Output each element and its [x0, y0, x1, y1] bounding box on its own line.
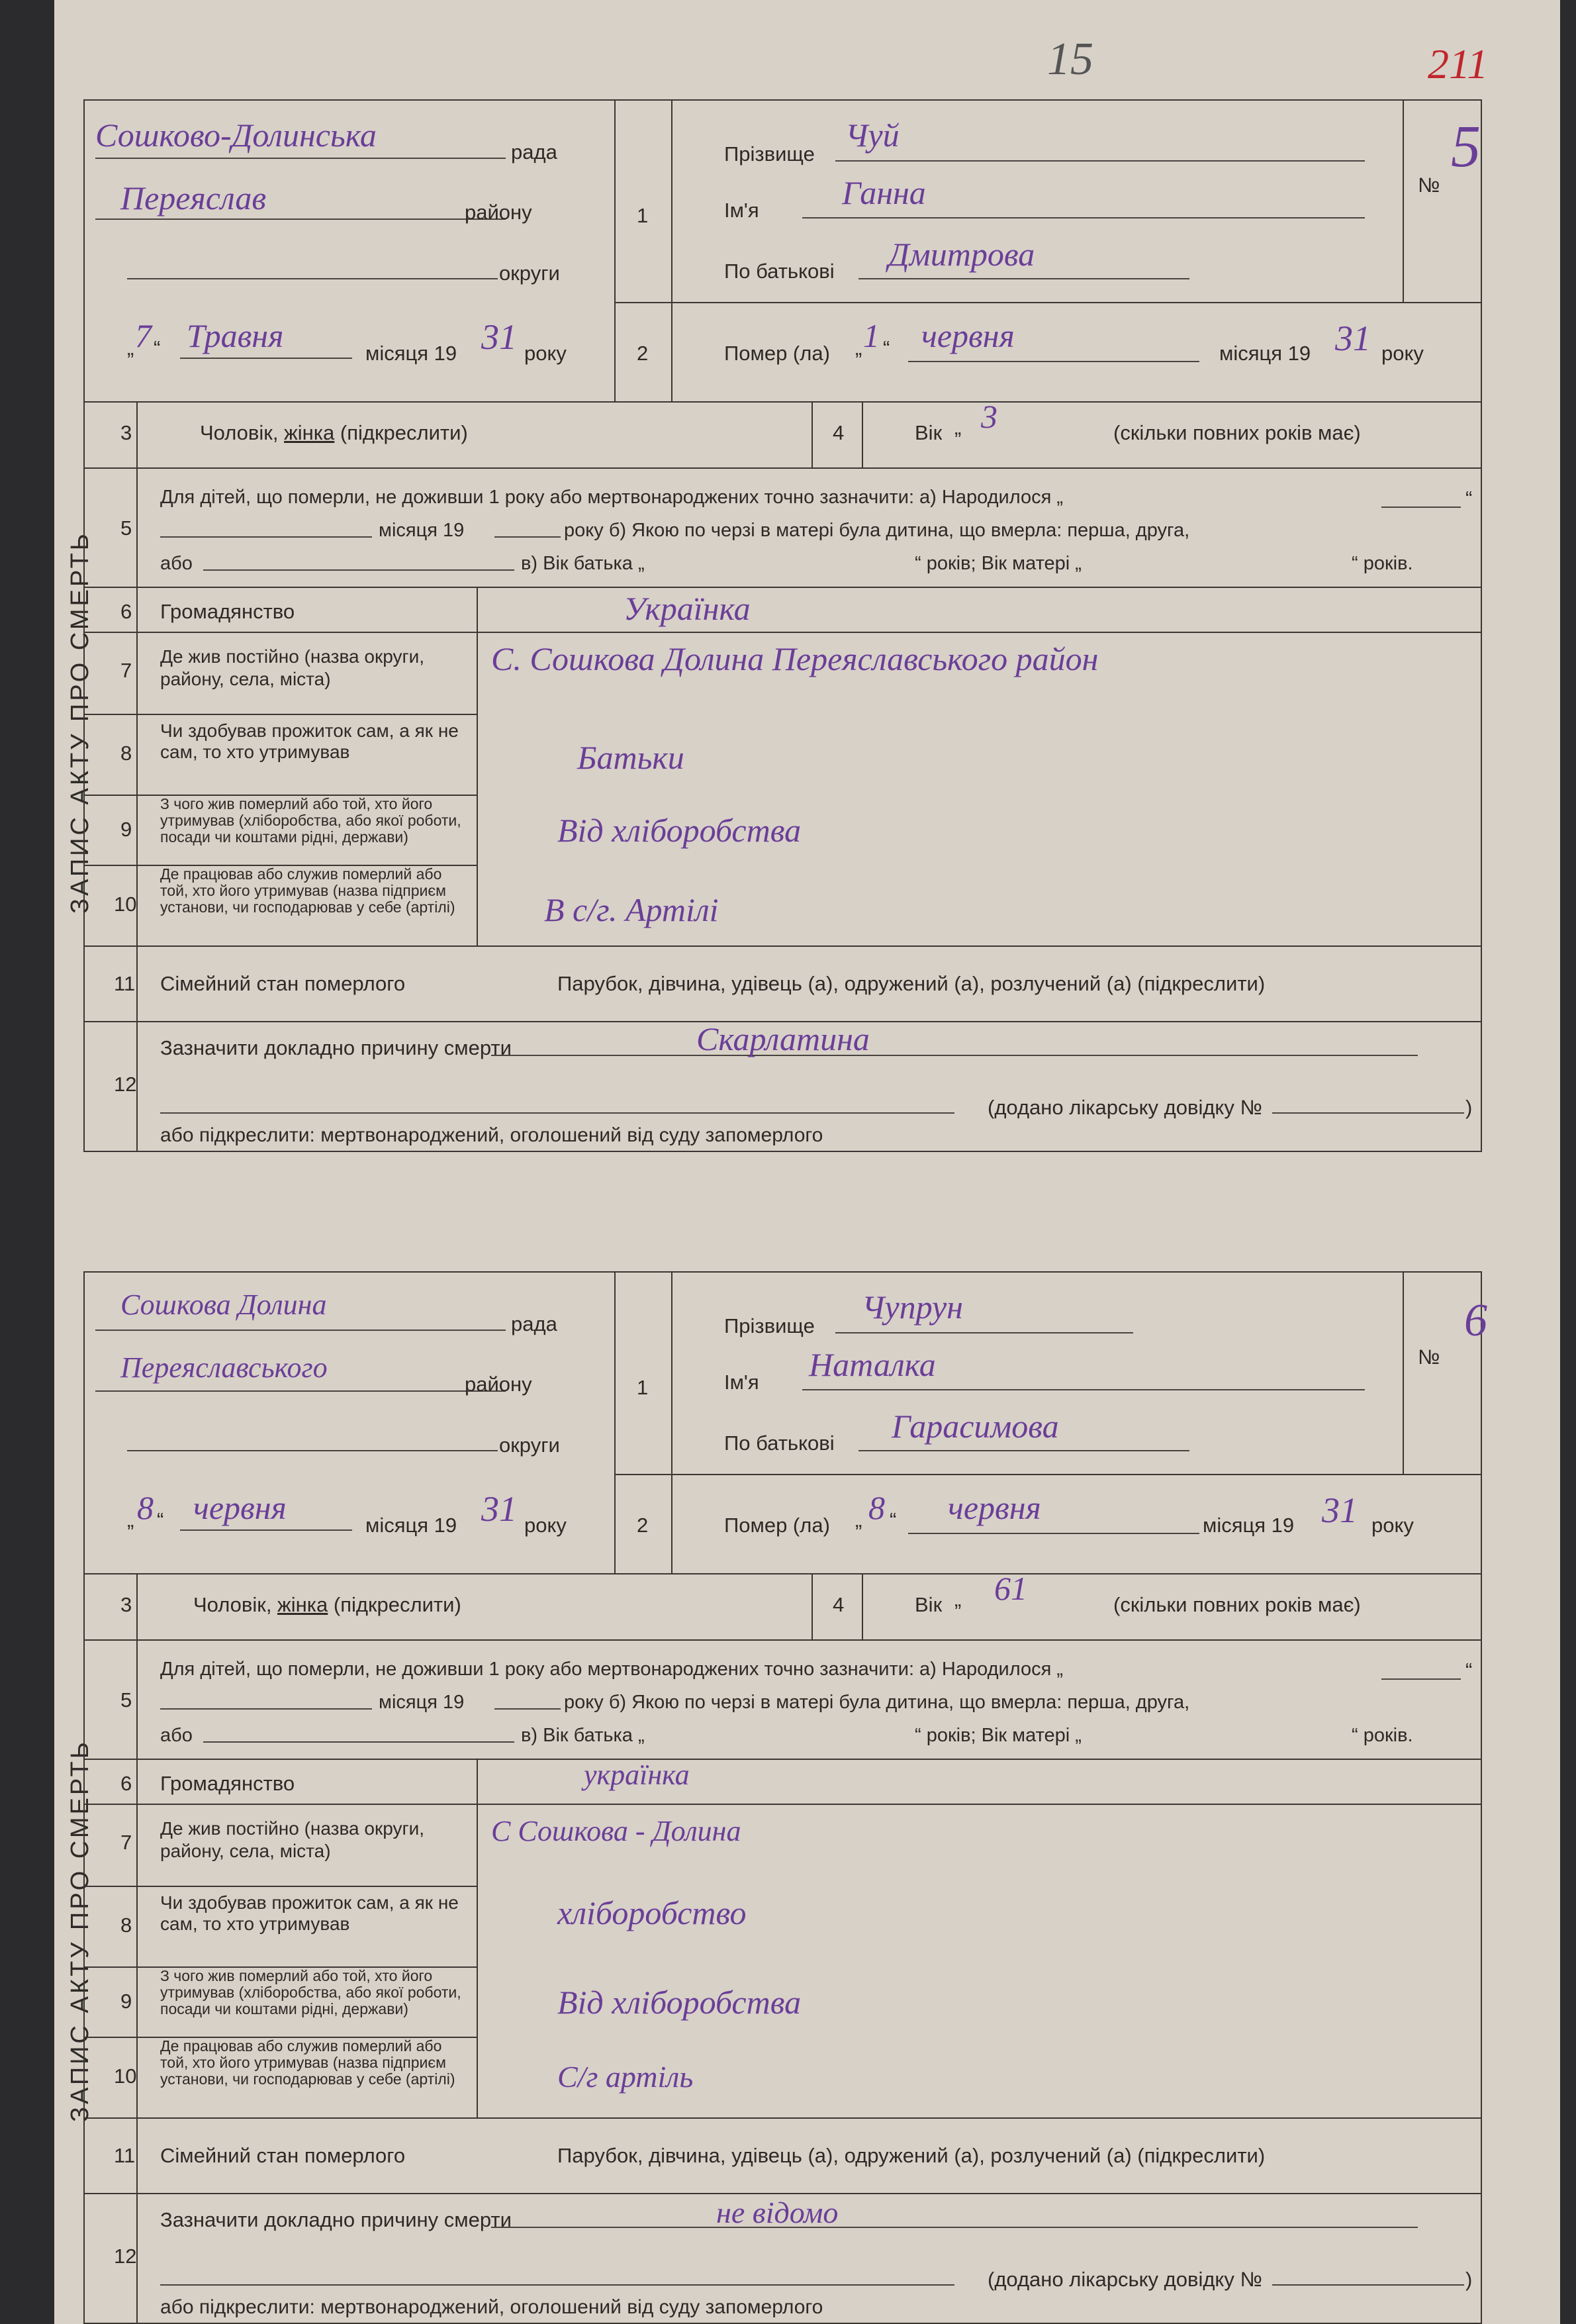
cause-value: не відомо: [716, 2196, 839, 2229]
date-day: 8: [137, 1489, 154, 1526]
date-month: червня: [193, 1489, 287, 1526]
livelihood-value: Від хліборобства: [557, 812, 802, 849]
number-label: №: [1418, 173, 1440, 197]
rada-label: рада: [511, 140, 557, 164]
vik-label: Вік: [915, 421, 943, 444]
surname-label: Прізвище: [724, 142, 815, 166]
citizenship-value: Українка: [624, 590, 751, 627]
surname-value: Чуй: [845, 117, 900, 154]
top-pencil-mark: 15: [1047, 34, 1093, 85]
age-value: 61: [994, 1570, 1027, 1607]
rayon-value: Переяславського: [120, 1351, 328, 1384]
document-page: 211 15 ЗАПИС АКТУ ПРО СМЕРТЬ ЗАПИС АКТУ ПРО СМЕРТЬ Сошково-Долинська рада Переяслав району округи „ 7 “ Травня місяця 19 31 року 1 2 Прізвище Чуй Ім'я Ганна По батькові Дмитрова № 5 Помер (ла) „ 1 “ червня місяця 19 31 року 3 Чоловік, жінка (підкреслити) 4 Вік „ 3 (скільки повних років має) 5 Для дітей, що померли, не доживши 1 року або мертвонароджених точно зазначити: а) Народилося „ “ місяця 19 року б) Якою по черзі в матері була дитина, що вмерла: перша, друга, або в) Вік батька „ “ років; Вік матері „ “ років. 6 Громадянство Українка 7 Де жив постійно (назва округи, району, села, міста) С. Сошкова Долина Переяславського район 8 Чи здобував прожиток сам, а як не сам, то хто утримував Батьки 9 З чого жив померлий або той, хто його утримував (хліборобства, або якої роботи, посади чи коштами рідні, держави) Від хліборобства 10 Де працював або служив померлий або той, хто його утримував (назва підприєм установи, чи господарював у себе (артілі) В с/г. Артілі 11 Сімейний стан померлого Парубок, дівчина, удівець (а), одружений (а), розлучений (а) (підкреслити) 12 Зазначити докладно причину смерти Скарлатина (додано лікарську довідку № ) або підкреслити: мертвонароджений, оголошений від суду запомерлого Сошкова Долина рада Переяславського району округи „ 8 “ червня місяця 19 31 року 1 2 Прізвище Чупрун Ім'я Наталка По батькові Гарасимова № 6 Помер (ла) „ 8 “ червня місяця 19 31 року 3 Чоловік, жінка (підкреслити) 4 Вік „ 61 (скільки повних років має) 5 Для дітей, що померли, не доживши 1 року або мертвонароджених точно зазначити: а) Народилося „ “ місяця 19 року б) Якою по черзі в матері була дитина, що вмерла: перша, друга, або в) Вік батька „ “ років; Вік матері „ “ років. 6 Громадянство українка 7 Де жив постійно (назва округи, району, села, міста) С Сошкова - Долина 8 Чи здобував прожиток сам, а як не сам, то хто утримував хліборобство 9 З чого жив померлий або той, хто його утримував (хліборобства, або якої роботи, посади чи коштами рідні, держави) Від хліборобства 10 Де працював або служив померлий або той, хто його утримував (назва підприєм установи, чи господарював у себе (артілі) С/г артіль 11 Сімейний стан померлого Парубок, дівчина, удівець (а), одружений (а), розлучений (а) (підкреслити) 12 Зазначити докладно причину смерти не відомо (додано лікарську довідку № ) або підкреслити: мертвонароджений, оголошений від суду запомерлого: [54, 0, 1560, 2324]
misyatsya-label: місяця 19: [365, 342, 457, 365]
sex-label: Чоловік, жінка (підкреслити): [200, 421, 468, 444]
workplace-value: В с/г. Артілі: [544, 891, 719, 928]
residence-value: С Сошкова - Долина: [491, 1815, 741, 1847]
vik-note: (скільки повних років має): [1113, 421, 1361, 444]
rada-value: Сошково-Долинська: [95, 117, 377, 154]
name-value: Ганна: [842, 174, 926, 211]
side-label-bottom: ЗАПИС АКТУ ПРО СМЕРТЬ: [66, 1739, 94, 2122]
patronymic-value: Дмитрова: [888, 236, 1035, 273]
death-year: 31: [1322, 1490, 1358, 1530]
citizenship-value: українка: [584, 1759, 690, 1791]
surname-value: Чупрун: [862, 1288, 963, 1326]
date-day: 7: [135, 317, 152, 354]
support-value: хліборобство: [557, 1894, 747, 1931]
name-value: Наталка: [809, 1346, 936, 1383]
citizenship-label: Громадянство: [160, 600, 295, 623]
age-value: 3: [981, 398, 997, 435]
rayonu-label: району: [465, 201, 532, 224]
rayon-value: Переяслав: [120, 179, 267, 217]
death-month: червня: [948, 1489, 1041, 1526]
pomer-label: Помер (ла): [724, 342, 830, 365]
name-label: Ім'я: [724, 199, 759, 222]
cause-value: Скарлатина: [696, 1020, 870, 1057]
workplace-value: С/г артіль: [557, 2060, 694, 2094]
side-label-top: ЗАПИС АКТУ ПРО СМЕРТЬ: [66, 531, 94, 914]
page-number: 211: [1428, 40, 1489, 87]
death-day: 1: [863, 317, 880, 354]
okrugy-label: округи: [499, 262, 560, 285]
record-number: 5: [1451, 114, 1481, 179]
record-number: 6: [1464, 1295, 1487, 1346]
residence-value: С. Сошкова Долина Переяславського район: [491, 640, 1099, 677]
patronymic-value: Гарасимова: [892, 1408, 1059, 1445]
livelihood-value: Від хліборобства: [557, 1984, 802, 2021]
date-month: Травня: [187, 317, 284, 354]
support-value: Батьки: [577, 739, 684, 776]
death-day: 8: [868, 1489, 885, 1526]
date-year: 31: [481, 1489, 517, 1529]
death-year: 31: [1335, 318, 1371, 358]
date-year: 31: [481, 317, 517, 357]
rada-value: Сошкова Долина: [120, 1288, 327, 1321]
roku-label: року: [524, 342, 567, 365]
patronymic-label: По батькові: [724, 260, 835, 283]
death-month: червня: [921, 317, 1015, 354]
